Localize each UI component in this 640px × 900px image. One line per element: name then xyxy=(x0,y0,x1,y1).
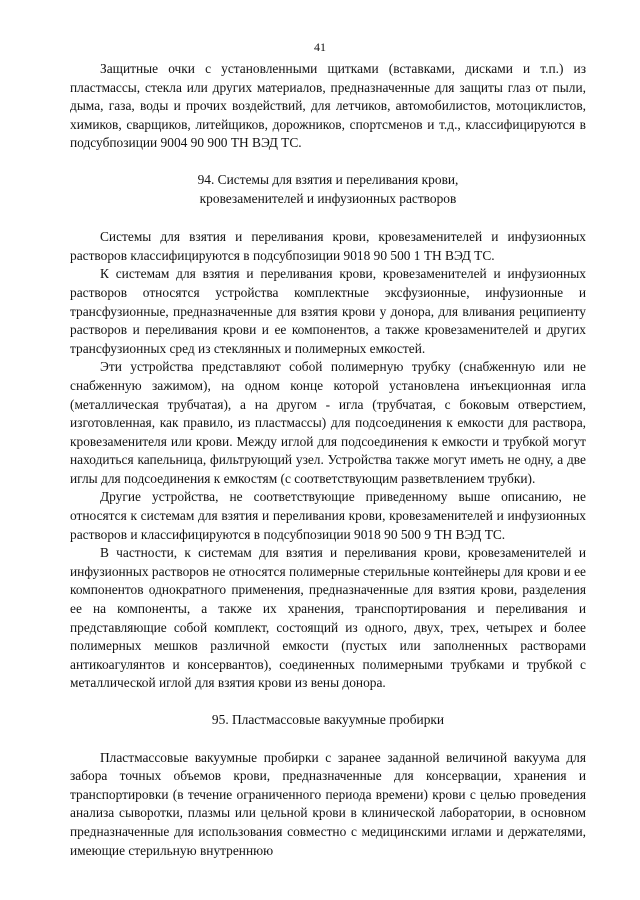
section-94-paragraph-1: Системы для взятия и переливания крови, кровезаменителей и инфузионных растворов классифицируются в подсубпозиции 9018 90 500 1 ТН ВЭД ТС. xyxy=(70,229,586,263)
section-95-heading xyxy=(70,711,586,730)
intro-paragraph: Защитные очки с установленными щитками (вставками, дисками и т.п.) из пластмассы, стекла или других материалов, предназначенные для защиты глаз от пыли, дыма, газа, воды и прочих воздействий, для летчиков, автомобилистов, мотоциклистов, химиков, сварщиков, литейщиков, дорожников, спортсменов и т.д., классифицируются в подсубпозиции 9004 90 900 ТН ВЭД ТС. xyxy=(70,61,586,151)
section-95-paragraph-1: Пластмассовые вакуумные пробирки с заранее заданной величиной вакуума для забора точных объемов крови, предназначенные для консервации, хранения и транспортировки (в течение ограниченного периода времени) крови с целью проведения анализа сыворотки, плазмы или цельной крови в клинической лаборатории, в основном предназначенные для использования совместно с медицинскими иглами и держателями, имеющие стерильную внутреннюю xyxy=(70,749,586,858)
section-94-paragraph-5: В частности, к системам для взятия и переливания крови, кровезаменителей и инфузионных растворов не относятся полимерные стерильные контейнеры для крови и ее компонентов однократного применения, предназначенные для взятия крови, разделения ее на компоненты, а также их хранения, транспортирования и переливания и представляющие собой комплект, состоящий из одного, двух, трех, четырех и более полимерных мешков различной емкости (пустых или заполненных растворами антикоагулянтов и консервантов), соединенных полимерными трубками и трубкой с металлической иглой для взятия крови из вены донора. xyxy=(70,545,586,691)
section-94-title-line-1: 94. Системы для взятия и переливания крови, xyxy=(197,171,459,187)
section-95-title: 95. Пластмассовые вакуумные пробирки xyxy=(211,712,445,727)
section-94-paragraph-3: Эти устройства представляют собой полимерную трубку (снабженную или не снабженную зажимом), на одном конце которой установлена инъекционная игла (металлическая трубчатая), а на другом - игла (трубчатая, с боковым отверстием, изготовленная, как правило, из пластмассы) для подсоединения к емкости для раствора, кровезаменителя или крови. Между иглой для подсоединения к емкости и трубкой могут находиться капельница, фильтрующий узел. Устройства также могут иметь не одну, а две иглы для подсоединения к емкостям (с соответствующим разветвлением трубки). xyxy=(70,359,586,486)
section-94-paragraph-4: Другие устройства, не соответствующие приведенному выше описанию, не относятся к системам для взятия и переливания крови, кровезаменителей и инфузионных растворов и классифицируются в подсубпозиции 9018 90 500 9 ТН ВЭД ТС. xyxy=(70,489,586,542)
section-94-heading xyxy=(70,171,586,208)
section-94-paragraph-2: К системам для взятия и переливания крови, кровезаменителей и инфузионных растворов относятся устройства комплектные эксфузионные, инфузионные и трансфузионные, предназначенные для взятия крови у донора, для вливания реципиенту растворов и переливания крови и ее компонентов, а также кровезаменителей и других трансфузионных сред из стеклянных и полимерных емкостей. xyxy=(70,266,586,356)
document-body xyxy=(70,60,586,860)
page-number: 41 xyxy=(314,40,326,54)
section-94-title-line-2: кровезаменителей и инфузионных растворов xyxy=(199,190,457,206)
